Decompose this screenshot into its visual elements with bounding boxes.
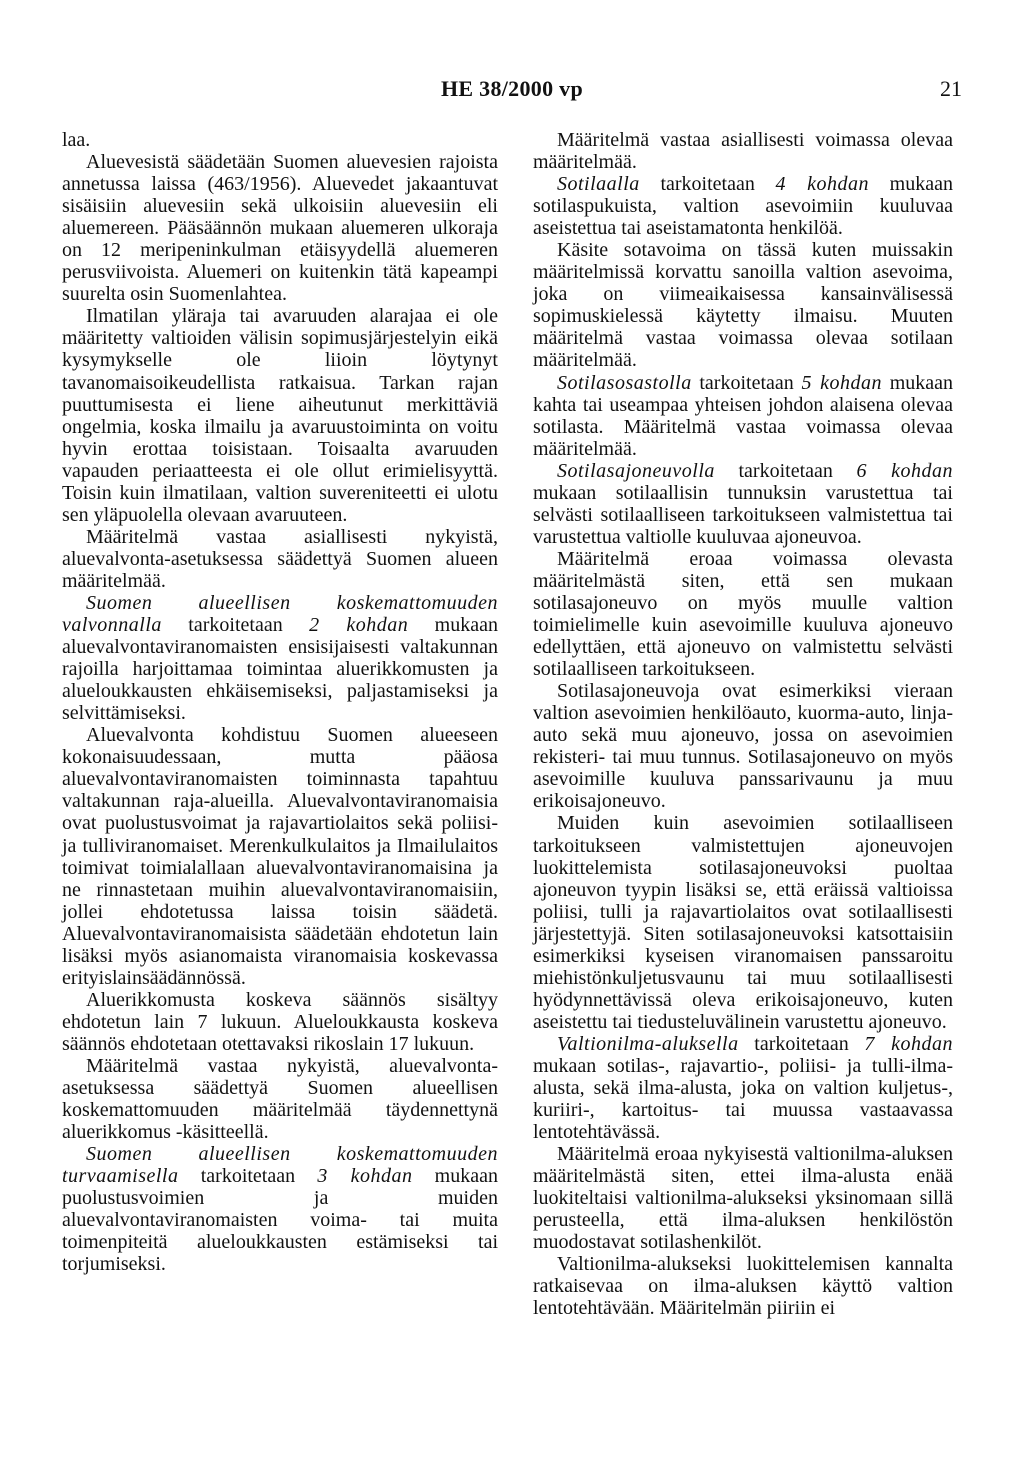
paragraph: Määritelmä vastaa nykyistä, aluevalvonta-asetuksessa säädettyä Suomen alueellisen koskemattomuuden määritelmää täydennettynä aluerikkomus -käsitteellä.	[62, 1054, 498, 1144]
section-reference: 7 kohdan	[864, 1032, 953, 1055]
section-reference: 5 kohdan	[801, 371, 883, 394]
paragraph-text: tarkoitetaan	[161, 614, 310, 637]
paragraph: Aluevalvonta kohdistuu Suomen alueeseen kokonaisuudessaan, mutta pääosa aluevalvontaviranomaisten toiminnasta tapahtuu valtakunnan raja-alueilla. Aluevalvontaviranomaisia ovat puolustusvoimat ja rajavartiolaitos sekä poliisi- ja tulliviranomaiset. Merenkulkulaitos ja Ilmailulaitos toimivat toimialallaan aluevalvontaviranomaisina ja ne rinnastetaan muihin aluevalvontaviranomaisiin, jollei ehdotetussa laissa toisin säädetä. Aluevalvontaviranomaisista säädetään ehdotetun lain lisäksi myös asianomaista viranomaisia koskevassa erityislainsäädännössä.	[62, 724, 498, 989]
section-reference: 2 kohdan	[309, 614, 409, 637]
paragraph-text: tarkoitetaan	[738, 1032, 865, 1055]
definition-paragraph	[533, 173, 953, 239]
paragraph: Valtionilma-alukseksi luokittelemisen kannalta ratkaisevaa on ilma-aluksen käyttö valtion lentotehtävään. Määritelmän piiriin ei	[533, 1253, 953, 1320]
paragraph-text: mukaan kahta tai useampaa yhteisen johdon alaisena olevaa sotilasta. Määritelmä vastaa voimassa olevaa määritelmää.	[533, 371, 953, 460]
definition-paragraph	[62, 592, 498, 724]
paragraph: Määritelmä eroaa voimassa olevasta määritelmästä siten, että sen mukaan sotilasajoneuvo on myös muulle valtion toimielimelle kuin asevoimille kuuluva ajoneuvo edellyttäen, että ajoneuvo on valmistettu selvästi sotilaalliseen tarkoitukseen.	[533, 547, 953, 681]
left-column	[62, 129, 498, 1275]
defined-term: Sotilaalla	[557, 173, 640, 196]
paragraph-text: mukaan sotilas-, rajavartio-, poliisi- ja tulli-ilma-alusta, sekä ilma-alusta, joka on valtion kuljetus-, kuriiri-, kartoitus- tai muussa vastaavassa lentotehtävässä.	[533, 1054, 953, 1144]
paragraph: Aluevesistä säädetään Suomen aluevesien rajoista annetussa laissa (463/1956). Aluevedet jakaantuvat sisäisiin aluevesiin sekä ulkoisiin aluevesiin eli aluemereen. Pääsäännön mukaan aluemeren ulkoraja on 12 meripeninkulman etäisyydellä aluemeren perusviivoista. Aluemeri on kuitenkin tätä kapeampi suurelta osin Suomenlahtea.	[62, 151, 498, 306]
paragraph: Sotilasajoneuvoja ovat esimerkiksi vieraan valtion asevoimien henkilöauto, kuorma-auto, linja-auto sekä muu ajoneuvo, jossa on asevoimien rekisteri- tai muu tunnus. Sotilasajoneuvo on myös asevoimille kuuluva panssarivaunu ja muu erikoisajoneuvo.	[533, 680, 953, 813]
paragraph: Määritelmä vastaa asiallisesti voimassa olevaa määritelmää.	[533, 129, 953, 174]
defined-term: Suomen alueellisen koskemattomuuden valvonnalla	[62, 591, 498, 637]
right-column	[533, 129, 953, 1320]
paragraph: Ilmatilan yläraja tai avaruuden alarajaa ei ole määritetty valtioiden välisin sopimusjärjestelyin eikä kysymykselle ole liioin löytynyt tavanomaisoikeudellista ratkaisua. Tarkan rajan puuttumisesta ei liene aiheutunut merkittäviä ongelmia, koska ilmailu ja avaruustoiminta on voitu hyvin erottaa toisistaan. Toisaalta avaruuden vapauden periaatteesta ei ole ollut erimielisyyttä. Toisin kuin ilmatilaan, valtion suvereniteetti ei ulotu sen yläpuolella olevaan avaruuteen.	[62, 305, 498, 526]
section-reference: 3 kohdan	[317, 1165, 413, 1188]
paragraph-text: tarkoitetaan	[691, 371, 802, 394]
definition-paragraph	[533, 372, 953, 460]
page-header	[0, 76, 1024, 106]
section-reference: 6 kohdan	[856, 459, 953, 482]
paragraph-text: tarkoitetaan	[639, 173, 776, 196]
paragraph-text: tarkoitetaan	[714, 459, 857, 482]
paragraph: Määritelmä eroaa nykyisestä valtionilma-aluksen määritelmästä siten, ettei ilma-alusta enää luokiteltaisi valtionilma-alukseksi yksinomaan sillä perusteella, että ilma-aluksen henkilöstön muodostavat sotilashenkilöt.	[533, 1143, 953, 1254]
paragraph-text: mukaan sotilaspukuista, valtion asevoimiin kuuluvaa aseistettua tai aseistamatonta henkilöä.	[533, 173, 953, 240]
defined-term: Sotilasajoneuvolla	[557, 459, 715, 482]
section-reference: 4 kohdan	[775, 173, 870, 196]
defined-term: Valtionilma-aluksella	[557, 1032, 739, 1055]
paragraph-text: mukaan puolustusvoimien ja muiden aluevalvontaviranomaisten voima- tai muita toimenpiteitä alueloukkausten estämiseksi tai torjumiseksi.	[62, 1165, 498, 1276]
paragraph: Määritelmä vastaa asiallisesti nykyistä, aluevalvonta-asetuksessa säädettyä Suomen alueen määritelmää.	[62, 525, 498, 592]
definition-paragraph	[533, 1033, 953, 1143]
definition-paragraph	[533, 460, 953, 548]
defined-term: Suomen alueellisen koskemattomuuden turvaamisella	[62, 1143, 498, 1188]
paragraph-text: mukaan aluevalvontaviranomaisten ensisijaisesti valtakunnan rajoilla harjoittamaa toimintaa aluerikkomusten ja alueloukkausten ehkäisemiseksi, paljastamiseksi ja selvittämiseksi.	[62, 614, 498, 725]
paragraph-text: mukaan sotilaallisin tunnuksin varustettua tai selvästi sotilaalliseen tarkoitukseen valmistettua tai varustettua valtiolle kuuluvaa ajoneuvoa.	[533, 481, 953, 548]
paragraph: Muiden kuin asevoimien sotilaalliseen tarkoitukseen valmistettujen ajoneuvojen luokittelemista sotilasajoneuvoksi puoltaa ajoneuvon tyypin lisäksi se, että eräissä valtioissa poliisi, tulli ja rajavartiolaitos ovat sotilaallisesti järjestettyjä. Siten sotilasajoneuvoksi katsottaisiin esimerkiksi kyseisen viranomaisen panssaroitu miehistönkuljetusvaunu tai muu sotilaallisesti hyödynnettävissä oleva erikoisajoneuvo, kuten aseistettu tai tiedusteluvälinein varustettu ajoneuvo.	[533, 812, 953, 1033]
document-title: HE 38/2000 vp	[440, 76, 584, 101]
defined-term: Sotilasosastolla	[557, 371, 692, 394]
page-number: 21	[940, 76, 962, 101]
paragraph: Aluerikkomusta koskeva säännös sisältyy ehdotetun lain 7 lukuun. Alueloukkausta koskeva säännös ehdotetaan otettavaksi rikoslain 17 lukuun.	[62, 988, 498, 1055]
definition-paragraph	[62, 1143, 498, 1275]
paragraph: laa.	[62, 129, 91, 151]
paragraph: Käsite sotavoima on tässä kuten muissakin määritelmissä korvattu sanoilla valtion asevoima, joka on viimeaikaisessa kansainvälisessä sopimuskielessä käytetty ilmaisu. Muuten määritelmä vastaa voimassa olevaa sotilaan määritelmää.	[533, 239, 953, 372]
paragraph-text: tarkoitetaan	[178, 1165, 318, 1188]
